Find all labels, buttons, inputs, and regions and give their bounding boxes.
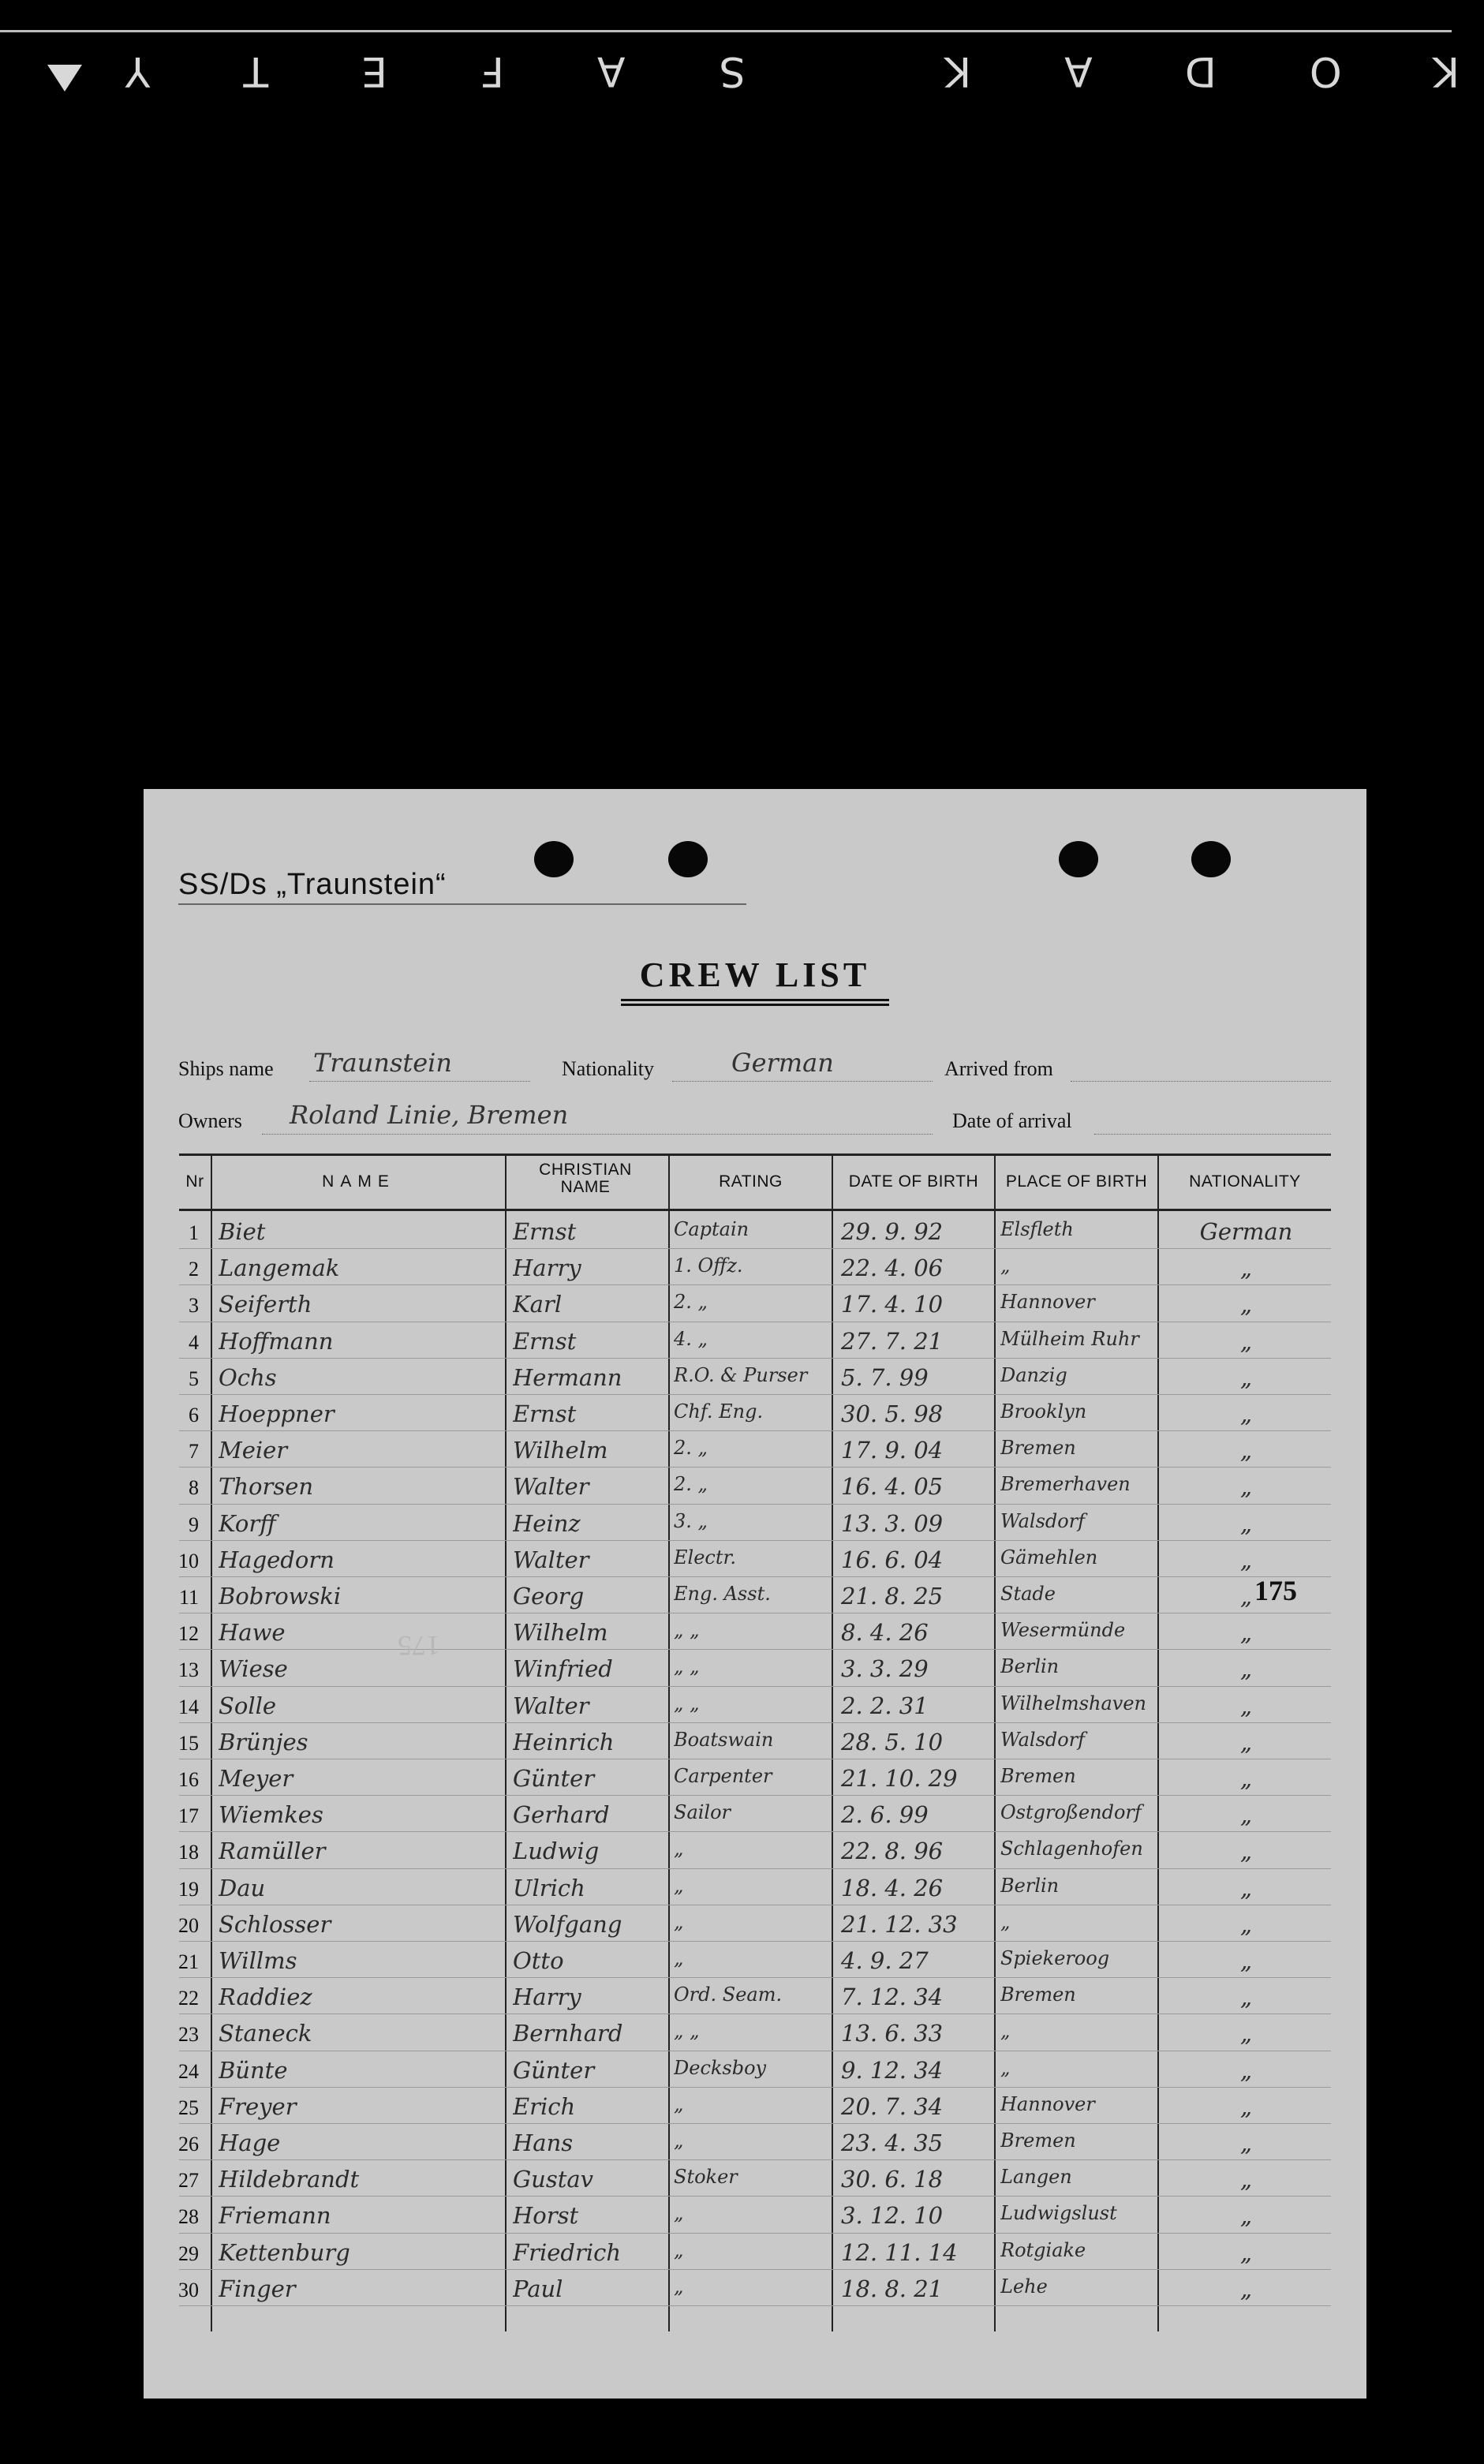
row-number: 10 <box>178 1549 199 1572</box>
cell-christian: Ludwig <box>513 1838 600 1865</box>
cell-nat: German <box>1199 1218 1293 1245</box>
cell-pob: „ <box>1000 2056 1011 2079</box>
cell-dob: 18. 4. 26 <box>841 1874 944 1901</box>
row-number: 3 <box>189 1294 199 1318</box>
cell-rating: „ <box>674 1838 684 1860</box>
cell-name: Ochs <box>219 1363 277 1391</box>
cell-pob: „ <box>1000 1910 1011 1933</box>
table-row-line <box>179 2123 1331 2124</box>
cell-rating: „ <box>674 2092 684 2115</box>
row-number: 1 <box>189 1221 199 1244</box>
table-row-line <box>179 1795 1331 1796</box>
cell-name: Hildebrandt <box>219 2166 360 2193</box>
cell-christian: Ernst <box>513 1400 577 1427</box>
cell-pob: Rotgiake <box>1000 2238 1086 2261</box>
cell-nat: „ <box>1239 1583 1253 1610</box>
cell-nat: „ <box>1239 2202 1253 2230</box>
row-number: 2 <box>189 1258 199 1281</box>
cell-rating: Eng. Asst. <box>674 1583 771 1605</box>
cell-christian: Gustav <box>513 2166 594 2193</box>
cell-dob: 21. 8. 25 <box>841 1583 944 1610</box>
table-row-line <box>179 2196 1331 2197</box>
row-number: 13 <box>178 1658 199 1682</box>
cell-dob: 27. 7. 21 <box>841 1327 944 1355</box>
cell-pob: Elsfleth <box>1000 1218 1074 1240</box>
cell-nat: „ <box>1239 1400 1253 1427</box>
cell-dob: 13. 6. 33 <box>841 2020 944 2047</box>
cell-christian: Gerhard <box>513 1801 610 1829</box>
cell-rating: 4. „ <box>674 1327 708 1350</box>
cell-rating: „ „ <box>674 2020 700 2043</box>
cell-dob: 30. 6. 18 <box>841 2166 944 2193</box>
cell-dob: 30. 5. 98 <box>841 1400 944 1427</box>
cell-christian: Heinz <box>513 1509 581 1537</box>
table-row-line <box>179 1649 1331 1650</box>
cell-dob: 8. 4. 26 <box>841 1619 929 1647</box>
cell-rating: 2. „ <box>674 1437 708 1460</box>
cell-pob: Spiekeroog <box>1000 1947 1110 1969</box>
cell-christian: Horst <box>513 2202 579 2230</box>
cell-nat: „ <box>1239 1874 1253 1901</box>
cell-pob: Mülheim Ruhr <box>1000 1327 1139 1350</box>
cell-name: Wiemkes <box>219 1801 323 1829</box>
cell-nat: „ <box>1239 1728 1253 1755</box>
row-number: 30 <box>178 2278 199 2301</box>
nationality-value: German <box>731 1048 834 1078</box>
cell-name: Meyer <box>219 1765 293 1792</box>
ship-designation: SS/Ds „Traunstein“ <box>178 868 447 901</box>
column-divider <box>668 1156 670 2331</box>
column-header-date-of-birth: DATE OF BIRTH <box>848 1172 979 1191</box>
column-header-name: NAME <box>322 1172 395 1191</box>
cell-christian: Paul <box>513 2275 563 2302</box>
ships-name-dotline <box>309 1081 530 1082</box>
column-divider <box>211 1156 212 2331</box>
cell-rating: „ <box>674 2202 684 2225</box>
cell-rating: „ „ <box>674 1619 700 1642</box>
cell-dob: 16. 4. 05 <box>841 1473 944 1501</box>
cell-nat: „ <box>1239 2275 1253 2302</box>
cell-name: Hage <box>219 2129 281 2156</box>
title-underline <box>621 1004 889 1006</box>
cell-rating: „ <box>674 2238 684 2261</box>
cell-dob: 3. 12. 10 <box>841 2202 944 2230</box>
cell-dob: 13. 3. 09 <box>841 1509 944 1537</box>
arrived-from-label: Arrived from <box>944 1057 1053 1080</box>
cell-nat: „ <box>1239 1546 1253 1573</box>
cell-name: Seiferth <box>219 1291 312 1318</box>
cell-nat: „ <box>1239 1947 1253 1974</box>
row-number: 11 <box>178 1586 199 1609</box>
cell-pob: Berlin <box>1000 1874 1060 1897</box>
cell-rating: „ <box>674 2275 684 2298</box>
date-of-arrival-label: Date of arrival <box>952 1109 1072 1132</box>
cell-christian: Harry <box>513 1984 581 2011</box>
cell-christian: Georg <box>513 1583 585 1610</box>
cell-pob: Danzig <box>1000 1363 1067 1386</box>
cell-christian: Walter <box>513 1692 589 1719</box>
table-row-line <box>179 1576 1331 1577</box>
cell-rating: 2. „ <box>674 1473 708 1496</box>
cell-rating: R.O. & Purser <box>674 1363 808 1386</box>
cell-dob: 28. 5. 10 <box>841 1728 944 1755</box>
cell-nat: „ <box>1239 1619 1253 1647</box>
cell-rating: Sailor <box>674 1801 731 1824</box>
cell-dob: 2. 6. 99 <box>841 1801 929 1829</box>
cell-pob: Walsdorf <box>1000 1509 1086 1532</box>
cell-pob: Wilhelmshaven <box>1000 1692 1146 1714</box>
row-number: 25 <box>178 2096 199 2119</box>
cell-name: Staneck <box>219 2020 312 2047</box>
film-edge-text: KODAK SAFETY <box>32 47 1460 95</box>
cell-dob: 17. 4. 10 <box>841 1291 944 1318</box>
cell-rating: 1. Offz. <box>674 1254 743 1277</box>
cell-pob: Bremen <box>1000 1765 1076 1787</box>
cell-christian: Günter <box>513 1765 595 1792</box>
cell-rating: „ <box>674 1910 684 1933</box>
cell-christian: Walter <box>513 1546 589 1573</box>
cell-christian: Bernhard <box>513 2020 623 2047</box>
row-number: 28 <box>178 2205 199 2229</box>
cell-rating: Carpenter <box>674 1765 772 1787</box>
column-divider <box>505 1156 507 2331</box>
cell-nat: „ <box>1239 2238 1253 2266</box>
cell-pob: „ <box>1000 1254 1011 1277</box>
date-of-arrival-dotline <box>1094 1134 1331 1135</box>
cell-nat: „ <box>1239 1291 1253 1318</box>
table-row-line <box>179 1722 1331 1723</box>
table-row-line <box>179 1540 1331 1541</box>
cell-pob: Lehe <box>1000 2275 1048 2298</box>
table-row-line <box>179 2013 1331 2014</box>
cell-rating: „ „ <box>674 1655 700 1678</box>
cell-nat: „ <box>1239 1765 1253 1792</box>
cell-name: Thorsen <box>219 1473 314 1501</box>
cell-name: Bobrowski <box>219 1583 342 1610</box>
cell-christian: Harry <box>513 1254 581 1282</box>
cell-dob: 16. 6. 04 <box>841 1546 944 1573</box>
owners-value: Roland Linie, Bremen <box>290 1100 569 1130</box>
cell-dob: 4. 9. 27 <box>841 1947 929 1974</box>
cell-rating: „ <box>674 1874 684 1897</box>
table-row-line <box>179 1868 1331 1869</box>
column-header-nationality: NATIONALITY <box>1189 1172 1301 1191</box>
cell-pob: Berlin <box>1000 1655 1060 1678</box>
row-number: 23 <box>178 2023 199 2047</box>
cell-rating: Stoker <box>674 2166 738 2189</box>
cell-rating: Captain <box>674 1218 749 1240</box>
film-edge-line <box>0 30 1452 32</box>
row-number: 15 <box>178 1731 199 1755</box>
row-number: 24 <box>178 2059 199 2083</box>
cell-pob: Hannover <box>1000 2092 1095 2115</box>
table-row-line <box>179 2305 1331 2306</box>
cell-pob: Hannover <box>1000 1291 1095 1314</box>
cell-name: Kettenburg <box>219 2238 350 2266</box>
cell-pob: Bremerhaven <box>1000 1473 1131 1496</box>
cell-nat: „ <box>1239 2166 1253 2193</box>
row-number: 19 <box>178 1877 199 1901</box>
cell-pob: Schlagenhofen <box>1000 1838 1143 1860</box>
owners-label: Owners <box>178 1109 242 1132</box>
cell-pob: Bremen <box>1000 1437 1076 1460</box>
cell-christian: Walter <box>513 1473 589 1501</box>
column-divider <box>1157 1156 1159 2331</box>
row-number: 20 <box>178 1913 199 1937</box>
page-number: 175 <box>1254 1575 1297 1606</box>
table-row-line <box>179 2159 1331 2160</box>
cell-dob: 2. 2. 31 <box>841 1692 929 1719</box>
cell-pob: Langen <box>1000 2166 1072 2189</box>
table-row-line <box>179 1977 1331 1978</box>
table-row-line <box>179 2269 1331 2270</box>
cell-nat: „ <box>1239 1509 1253 1537</box>
cell-nat: „ <box>1239 2056 1253 2084</box>
cell-nat: „ <box>1239 1363 1253 1391</box>
cell-christian: Otto <box>513 1947 564 1974</box>
nationality-label: Nationality <box>562 1057 654 1080</box>
cell-nat: „ <box>1239 1254 1253 1282</box>
row-number: 17 <box>178 1804 199 1828</box>
cell-dob: 22. 8. 96 <box>841 1838 944 1865</box>
cell-name: Hoffmann <box>219 1327 334 1355</box>
table-row-line <box>179 1831 1331 1832</box>
cell-pob: Brooklyn <box>1000 1400 1087 1423</box>
cell-christian: Friedrich <box>513 2238 622 2266</box>
row-number: 21 <box>178 1950 199 1973</box>
punch-hole-icon <box>1191 841 1231 877</box>
cell-dob: 22. 4. 06 <box>841 1254 944 1282</box>
film-edge <box>0 0 1484 103</box>
cell-name: Ramüller <box>219 1838 326 1865</box>
cell-christian: Ernst <box>513 1327 577 1355</box>
cell-rating: „ <box>674 1947 684 1969</box>
row-number: 4 <box>189 1330 199 1354</box>
cell-pob: Gämehlen <box>1000 1546 1098 1569</box>
column-header-christian-name: CHRISTIAN NAME <box>539 1161 632 1196</box>
cell-name: Hagedorn <box>219 1546 335 1573</box>
cell-rating: „ <box>674 2129 684 2152</box>
cell-nat: „ <box>1239 1655 1253 1683</box>
row-number: 22 <box>178 1987 199 2010</box>
cell-nat: „ <box>1239 1437 1253 1464</box>
cell-christian: Ulrich <box>513 1874 585 1901</box>
ships-name-label: Ships name <box>178 1057 274 1080</box>
table-row-line <box>179 1248 1331 1249</box>
cell-nat: „ <box>1239 1838 1253 1865</box>
row-number: 27 <box>178 2169 199 2193</box>
cell-name: Wiese <box>219 1655 288 1683</box>
table-row-line <box>179 1504 1331 1505</box>
column-divider <box>994 1156 996 2331</box>
row-number: 29 <box>178 2242 199 2265</box>
cell-name: Willms <box>219 1947 297 1974</box>
cell-name: Hawe <box>219 1619 286 1647</box>
cell-rating: Ord. Seam. <box>674 1984 783 2006</box>
cell-dob: 29. 9. 92 <box>841 1218 944 1245</box>
ship-designation-underline <box>178 903 746 905</box>
cell-name: Bünte <box>219 2056 288 2084</box>
row-number: 5 <box>189 1367 199 1390</box>
cell-nat: „ <box>1239 2020 1253 2047</box>
column-header-place-of-birth: PLACE OF BIRTH <box>1005 1172 1148 1191</box>
cell-pob: Bremen <box>1000 1984 1076 2006</box>
punch-hole-icon <box>1059 841 1098 877</box>
ships-name-value: Traunstein <box>313 1048 452 1078</box>
row-number: 14 <box>178 1695 199 1718</box>
column-header-nr: Nr <box>185 1172 204 1191</box>
film-edge-triangle-icon <box>47 65 82 92</box>
cell-name: Hoeppner <box>219 1400 335 1427</box>
cell-christian: Karl <box>513 1291 563 1318</box>
cell-rating: 2. „ <box>674 1291 708 1314</box>
cell-nat: „ <box>1239 1692 1253 1719</box>
row-number: 16 <box>178 1768 199 1791</box>
faint-stamp-number: 175 <box>398 1630 440 1662</box>
row-number: 8 <box>189 1476 199 1500</box>
table-row-line <box>179 1284 1331 1285</box>
cell-dob: 3. 3. 29 <box>841 1655 929 1683</box>
cell-pob: Stade <box>1000 1583 1056 1605</box>
column-header-rating: RATING <box>719 1172 783 1191</box>
punch-hole-icon <box>534 841 574 877</box>
table-row-line <box>179 2233 1331 2234</box>
cell-christian: Günter <box>513 2056 595 2084</box>
row-number: 12 <box>178 1622 199 1646</box>
cell-dob: 23. 4. 35 <box>841 2129 944 2156</box>
cell-nat: „ <box>1239 1473 1253 1501</box>
cell-dob: 12. 11. 14 <box>841 2238 958 2266</box>
cell-name: Korff <box>219 1509 276 1537</box>
cell-christian: Wilhelm <box>513 1619 608 1647</box>
cell-christian: Wolfgang <box>513 1910 622 1938</box>
row-number: 18 <box>178 1841 199 1864</box>
nationality-dotline <box>672 1081 933 1082</box>
cell-name: Biet <box>219 1218 266 1245</box>
cell-name: Solle <box>219 1692 277 1719</box>
table-row-line <box>179 1394 1331 1395</box>
row-number: 6 <box>189 1404 199 1426</box>
cell-dob: 9. 12. 34 <box>841 2056 944 2084</box>
cell-rating: „ „ <box>674 1692 700 1714</box>
cell-nat: „ <box>1239 1984 1253 2011</box>
table-row-line <box>179 1430 1331 1431</box>
cell-name: Schlosser <box>219 1910 331 1938</box>
cell-christian: Hans <box>513 2129 574 2156</box>
table-row-line <box>179 1686 1331 1687</box>
column-divider <box>832 1156 833 2331</box>
cell-rating: Decksboy <box>674 2056 767 2079</box>
cell-christian: Erich <box>513 2092 576 2120</box>
cell-rating: Boatswain <box>674 1728 774 1751</box>
cell-name: Friemann <box>219 2202 331 2230</box>
table-row-line <box>179 1358 1331 1359</box>
cell-name: Langemak <box>219 1254 340 1282</box>
table-row-line <box>179 1467 1331 1468</box>
cell-christian: Wilhelm <box>513 1437 608 1464</box>
cell-pob: Ludwigslust <box>1000 2202 1117 2225</box>
cell-rating: Electr. <box>674 1546 736 1569</box>
row-number: 26 <box>178 2133 199 2156</box>
punch-hole-icon <box>668 841 708 877</box>
table-row-line <box>179 2087 1331 2088</box>
cell-christian: Winfried <box>513 1655 613 1683</box>
title-underline <box>621 999 889 1001</box>
cell-pob: Wesermünde <box>1000 1619 1126 1642</box>
cell-name: Finger <box>219 2275 296 2302</box>
cell-rating: 3. „ <box>674 1509 708 1532</box>
cell-pob: Bremen <box>1000 2129 1076 2152</box>
owners-dotline <box>262 1134 933 1135</box>
cell-nat: „ <box>1239 2129 1253 2156</box>
cell-nat: „ <box>1239 1801 1253 1829</box>
cell-dob: 17. 9. 04 <box>841 1437 944 1464</box>
cell-dob: 7. 12. 34 <box>841 1984 944 2011</box>
row-number: 7 <box>189 1440 199 1464</box>
cell-pob: Walsdorf <box>1000 1728 1086 1751</box>
cell-dob: 20. 7. 34 <box>841 2092 944 2120</box>
cell-name: Freyer <box>219 2092 297 2120</box>
row-number: 9 <box>189 1512 199 1536</box>
cell-dob: 21. 12. 33 <box>841 1910 958 1938</box>
cell-rating: Chf. Eng. <box>674 1400 764 1423</box>
cell-nat: „ <box>1239 1327 1253 1355</box>
cell-name: Brünjes <box>219 1728 308 1755</box>
cell-dob: 21. 10. 29 <box>841 1765 958 1792</box>
page-title: CREW LIST <box>639 955 871 994</box>
cell-pob: Ostgroßendorf <box>1000 1801 1142 1824</box>
cell-christian: Hermann <box>513 1363 622 1391</box>
cell-pob: „ <box>1000 2020 1011 2043</box>
crew-list-sheet <box>144 789 1366 2399</box>
cell-nat: „ <box>1239 2092 1253 2120</box>
cell-christian: Heinrich <box>513 1728 615 1755</box>
cell-dob: 18. 8. 21 <box>841 2275 944 2302</box>
cell-name: Raddiez <box>219 1984 312 2011</box>
table-row-line <box>179 1941 1331 1942</box>
cell-name: Meier <box>219 1437 288 1464</box>
cell-dob: 5. 7. 99 <box>841 1363 929 1391</box>
cell-name: Dau <box>219 1874 266 1901</box>
arrived-from-dotline <box>1071 1081 1331 1082</box>
cell-christian: Ernst <box>513 1218 577 1245</box>
cell-nat: „ <box>1239 1910 1253 1938</box>
